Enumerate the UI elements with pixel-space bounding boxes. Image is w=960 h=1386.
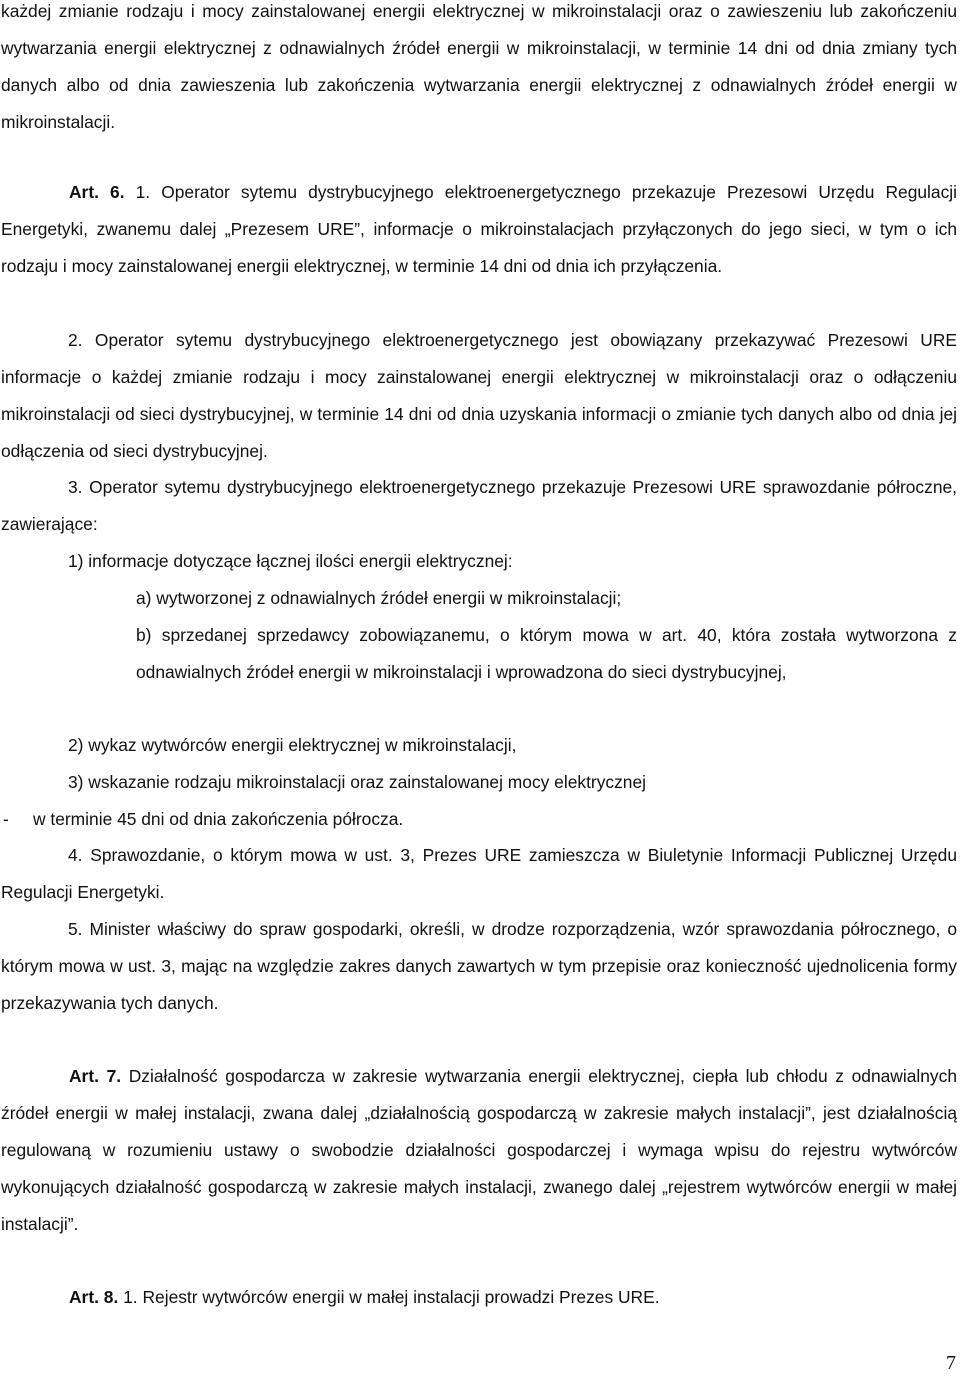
art6-item-1b: b) sprzedanej sprzedawcy zobowiązanemu, o którym mowa w art. 40, która została wytworzona z odnawialnych źródeł energii w mikroinstalacji i wprowadzona do sieci dystrybucyjnej, xyxy=(136,625,957,682)
art6-item-1a: a) wytworzonej z odnawialnych źródeł energii w mikroinstalacji; xyxy=(136,588,622,608)
art6-dash-marker: - xyxy=(3,809,9,829)
art8-text: 1. Rejestr wytwórców energii w małej instalacji prowadzi Prezes URE. xyxy=(123,1287,660,1307)
art6-label: Art. 6. xyxy=(69,182,125,202)
art6-item-2: 2) wykaz wytwórców energii elektrycznej w mikroinstalacji, xyxy=(68,735,517,755)
art8-label: Art. 8. xyxy=(69,1287,119,1307)
art8-paragraph xyxy=(69,1279,660,1316)
page-number: 7 xyxy=(946,1352,956,1374)
art6-paragraph-2: 2. Operator sytemu dystrybucyjnego elektroenergetycznego jest obowiązany przekazywać Prezesowi URE informacje o każdej zmianie rodzaju i mocy zainstalowanej energii elektrycznej w mikroinstalacji oraz o odłączeniu mikroinstalacji od sieci dystrybucyjnej, w terminie 14 dni od dnia uzyskania informacji o zmianie tych danych albo od dnia jej odłączenia od sieci dystrybucyjnej. xyxy=(1,330,957,461)
art7-text: Działalność gospodarcza w zakresie wytwarzania energii elektrycznej, ciepła lub chłodu z odnawialnych źródeł energii w małej instalacji, zwana dalej „działalnością gospodarczą w zakresie małych instalacji”, jest działalnością regulowaną w rozumieniu ustawy o swobodzie działalności gospodarczej i wymaga wpisu do rejestru wytwórców wykonujących działalność gospodarczą w zakresie małych instalacji, zwanego dalej „rejestrem wytwórców energii w małej instalacji”. xyxy=(1,1066,957,1234)
art6-dash-text: w terminie 45 dni od dnia zakończenia półrocza. xyxy=(33,809,404,829)
art7-label: Art. 7. xyxy=(69,1066,122,1086)
art6-paragraph-5: 5. Minister właściwy do spraw gospodarki, określi, w drodze rozporządzenia, wzór sprawozdania półrocznego, o którym mowa w ust. 3, mając na względzie zakres danych zawartych w tym przepisie oraz konieczność ujednolicenia formy przekazywania tych danych. xyxy=(1,919,957,1013)
art6-paragraph-4: 4. Sprawozdanie, o którym mowa w ust. 3, Prezes URE zamieszcza w Biuletynie Informacji Publicznej Urzędu Regulacji Energetyki. xyxy=(1,845,957,902)
art7-paragraph xyxy=(1,1058,957,1243)
top-paragraph: każdej zmianie rodzaju i mocy zainstalowanej energii elektrycznej w mikroinstalacji oraz o zawieszeniu lub zakończeniu wytwarzania energii elektrycznej z odnawialnych źródeł energii w mikroinstalacji, w terminie 14 dni od dnia zmiany tych danych albo od dnia zawieszenia lub zakończenia wytwarzania energii elektrycznej z odnawialnych źródeł energii w mikroinstalacji. xyxy=(1,1,957,132)
art6-p1-text: 1. Operator sytemu dystrybucyjnego elektroenergetycznego przekazuje Prezesowi Urzędu Regulacji Energetyki, zwanemu dalej „Prezesem URE”, informacje o mikroinstalacjach przyłączonych do jego sieci, w tym o ich rodzaju i mocy zainstalowanej energii elektrycznej, w terminie 14 dni od dnia ich przyłączenia. xyxy=(1,182,957,276)
art6-item-3: 3) wskazanie rodzaju mikroinstalacji oraz zainstalowanej mocy elektrycznej xyxy=(68,772,646,792)
art6-paragraph-3: 3. Operator sytemu dystrybucyjnego elektroenergetycznego przekazuje Prezesowi URE sprawozdanie półroczne, zawierające: xyxy=(1,477,957,534)
art6-item-1: 1) informacje dotyczące łącznej ilości energii elektrycznej: xyxy=(68,551,513,571)
art6-paragraph-1 xyxy=(1,174,957,285)
